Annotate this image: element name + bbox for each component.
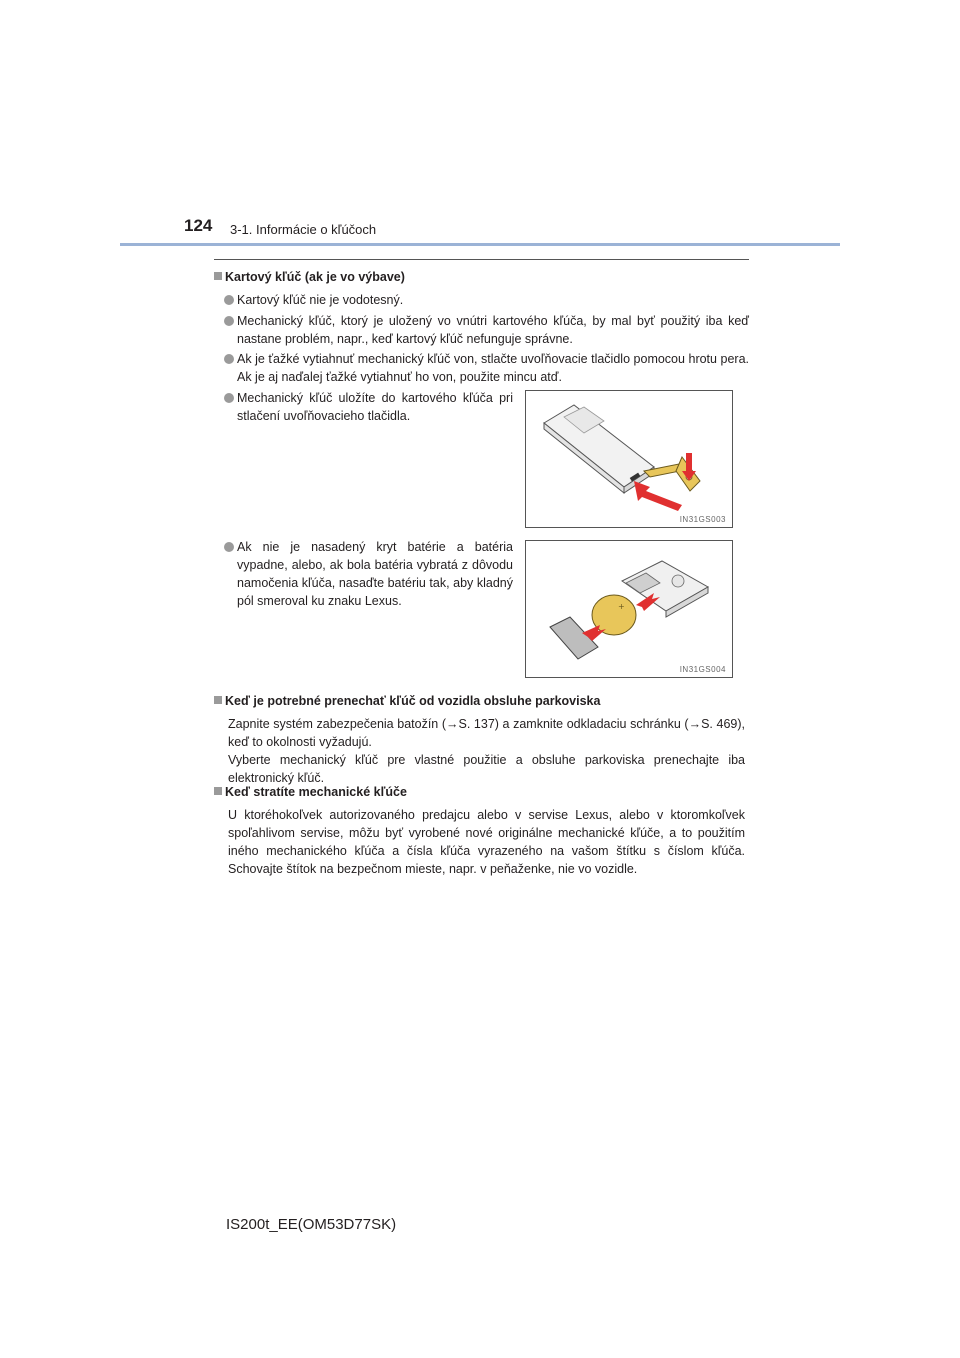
- square-bullet-icon: [214, 696, 222, 704]
- figure-code: IN31GS003: [679, 515, 726, 524]
- bullet-dot-icon: [224, 295, 234, 305]
- content-rule: [214, 259, 749, 260]
- figure-code: IN31GS004: [679, 665, 726, 674]
- page-number: 124: [184, 216, 213, 235]
- square-bullet-icon: [214, 787, 222, 795]
- bullet-dot-icon: [224, 354, 234, 364]
- bullet-dot-icon: [224, 393, 234, 403]
- bullet-item: Kartový kľúč nie je vodotesný.: [224, 291, 749, 309]
- bullet-item: Mechanický kľúč, ktorý je uložený vo vnútri kartového kľúča, by mal byť použitý iba keď nastane problém, napr., keď kartový kľúč nefunguje správne.: [224, 312, 749, 348]
- lost-keys-paragraph: U ktoréhokoľvek autorizovaného predajcu alebo v servise Lexus, alebo v ktoromkoľvek spoľahlivom servise, môžu byť vyrobené nové originálne mechanické kľúče, a to použitím iného mechanického kľúča a čísla kľúča vyrazeného na vašom štítku s číslom kľúča. Schovajte štítok na bezpečnom mieste, napr. v peňaženke, nie vo vozidle.: [228, 808, 745, 876]
- bullet-item: Ak nie je nasadený kryt batérie a batéria vypadne, alebo, ak bola batéria vybratá z dôvodu namočenia kľúča, nasaďte batériu tak, aby kladný pól smeroval ku znaku Lexus.: [224, 538, 513, 610]
- valet-paragraph-2: Vyberte mechanický kľúč pre vlastné použitie a obsluhe parkoviska prenechajte iba elektronický kľúč.: [228, 753, 745, 785]
- valet-paragraph-1: Zapnite systém zabezpečenia batožín (→S. 137) a zamknite odkladaciu schránku (→S. 469), keď to okolnosti vyžadujú.: [228, 717, 745, 749]
- bullet-dot-icon: [224, 542, 234, 552]
- section-title: 3-1. Informácie o kľúčoch: [230, 222, 377, 237]
- svg-text:+: +: [618, 602, 625, 611]
- figure-card-key-insert: [525, 390, 733, 528]
- bullet-item: Ak je ťažké vytiahnuť mechanický kľúč von, stlačte uvoľňovacie tlačidlo pomocou hrotu pera. Ak je aj naďalej ťažké vytiahnuť ho von, použite mincu atď.: [224, 350, 749, 386]
- card-key-heading: Kartový kľúč (ak je vo výbave): [214, 270, 405, 284]
- card-key-insert-illustration: [526, 391, 732, 527]
- header-rule: [120, 243, 840, 246]
- figure-battery-insert: [525, 540, 733, 678]
- footer-model-code: IS200t_EE(OM53D77SK): [226, 1216, 397, 1233]
- valet-heading: Keď je potrebné prenechať kľúč od vozidla obsluhe parkoviska: [214, 694, 600, 708]
- battery-insert-illustration: [526, 541, 732, 677]
- lost-keys-heading: Keď stratíte mechanické kľúče: [214, 785, 407, 799]
- bullet-item: Mechanický kľúč uložíte do kartového kľúča pri stlačení uvoľňovacieho tlačidla.: [224, 389, 513, 425]
- square-bullet-icon: [214, 272, 222, 280]
- bullet-dot-icon: [224, 316, 234, 326]
